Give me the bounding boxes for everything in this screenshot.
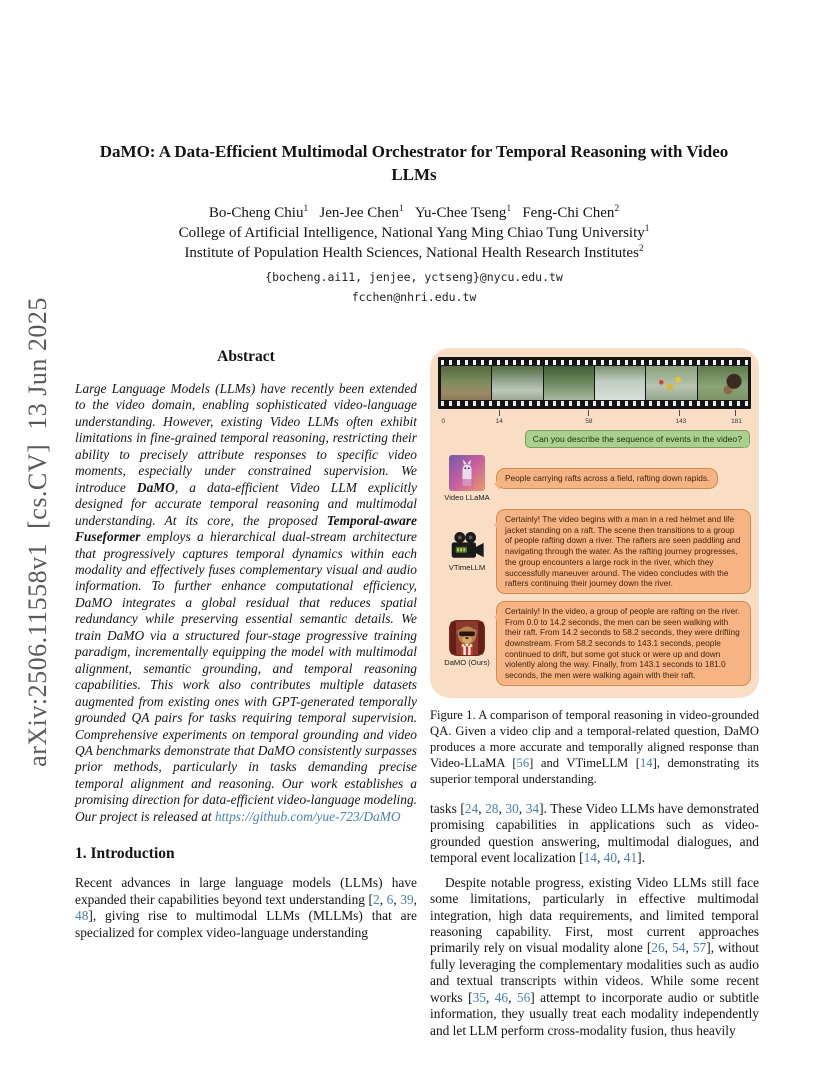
citation-link[interactable]: 14 [583,850,597,866]
citation-link[interactable]: 6 [386,891,394,907]
damo-mascot-icon [449,620,485,656]
affiliation-1: College of Artificial Intelligence, National Yang Ming Chiao Tung University$^1$ [178,224,650,241]
citation-link[interactable]: 30 [505,800,519,816]
vtimellm-response-bubble: Certainly! The video begins with a man in a red helmet and life jacket standing on a raft. The scene then transitions to a group of people rafting down a river. The rafters are seen paddling and navigating through the water. As the rafting journey progresses, the group encounters a large rock in the river, which they successfully maneuver around. The video concludes with the rafters continuing their journey down the river. [496,509,751,594]
citation-link[interactable]: 14 [639,755,653,770]
vtimellm-camera-clock-icon [449,531,485,561]
body-paragraph-tasks: tasks [24, 28, 30, 34]. These Video LLMs have demonstrated promising capabilities in applications such as video-grounded question answering, multimodal dialogues, and temporal event localization [14, 40, 41]. [430,800,759,866]
filmstrip-frames [441,366,748,400]
citation-link[interactable]: 28 [485,800,499,816]
abstract-heading: Abstract [217,348,275,365]
section-heading-introduction: 1. Introduction [75,845,175,863]
arxiv-watermark: arXiv:2506.11558v1 [cs.CV] 13 Jun 2025 [23,297,52,767]
affiliation-2: Institute of Population Health Sciences, National Health Research Institutes$^2$ [184,244,644,261]
citation-link[interactable]: 56 [516,989,531,1005]
timeline-label: 14 [495,418,503,425]
video-frame [698,366,748,400]
citation-link[interactable]: 39 [400,891,414,907]
citation-link[interactable]: 2 [373,891,380,907]
left-column [75,348,417,941]
citation-link[interactable]: 56 [516,755,530,770]
citation-link[interactable]: 34 [525,800,540,816]
figure-1-caption: Figure 1. A comparison of temporal reasoning in video-grounded QA. Given a video clip and a temporal-related question, DaMO produces a more accurate and temporally aligned response than Video-LLaMA [56] and VTimeLLM [14], demonstrating its superior temporal understanding. [430,707,759,786]
paper-header [86,140,742,307]
video-frame [595,366,645,400]
authors-line: Bo-Cheng Chiu$^1$ Jen-Jee Chen$^1$ Yu-Chee Tseng$^1$ Feng-Chi Chen$^2$ [208,204,620,221]
damo-response-bubble: Certainly! In the video, a group of people are rafting on the river. From 0.0 to 14.2 seconds, the men can be seen walking with their raft. From 14.2 seconds to 58.2 seconds, they were drifting downstream. From 58.2 seconds to 143.1 seconds, people continued to drift, but some got stuck or were up and down violently along the way. Finally, from 143.1 seconds to 181.0 seconds, the men were walking again with their raft. [496,601,751,686]
filmstrip-perforations-top [441,360,748,365]
timeline-tick [735,410,736,416]
citation-link[interactable]: 26 [651,940,665,956]
video-llama-avatar-icon [449,455,485,491]
citation-link[interactable]: 24 [464,800,479,816]
citation-link[interactable]: 48 [75,908,89,924]
timeline-label: 0 [441,418,446,425]
citation-link[interactable]: 40 [603,850,618,866]
model-label-video-llama: Video LLaMA [444,493,490,502]
question-row [438,430,750,448]
model-label-vtimellm: VTimeLLM [448,562,486,572]
introduction-paragraph: Recent advances in large language models (LLMs) have expanded their capabilities beyond text understanding [2, 6, 39, 48], giving rise to multimodal LLMs (MLLMs) that are specialized for complex video-language understanding [75,875,418,940]
email-group: {bocheng.ai11, jenjee, yctseng}@nycu.edu.tw [265,270,563,284]
timeline-tick [679,410,680,416]
abstract-text: Large Language Models (LLMs) have recently been extended to the video domain, enabling sophisticated video-language understanding. However, existing Video LLMs often exhibit limitations in fine-grained temporal reasoning, restricting their ability to precisely attribute responses to specific video moments, especially under constrained supervision. We introduce DaMO, a data-efficient Video LLM explicitly designed for accurate temporal reasoning and multimodal understanding. At its core, the proposed Temporal-aware Fuseformer employs a hierarchical dual-stream architecture that progressively captures temporal dynamics within each modality and effectively fuses complementary visual and audio information. To further enhance computational efficiency, DaMO integrates a global residual that reduces spatial redundancy while preserving essential semantic details. We train DaMO via a structured four-stage progressive training paradigm, incrementally equipping the model with multimodal alignment, semantic grounding, and temporal reasoning capabilities. This work also contributes multiple datasets augmented from existing ones with GPT-generated temporally grounded QA pairs for tasks requiring temporal supervision. Comprehensive experiments on temporal grounding and video QA benchmarks demonstrate that DaMO consistently surpasses prior methods, particularly in tasks demanding precise temporal alignment and reasoning. Our work establishes a promising direction for data-efficient video-language modeling. Our project is released at https://github.com/yue-723/DaMO [75,381,417,824]
timeline-label: 58 [585,418,593,425]
video-llama-response-bubble: People carrying rafts across a field, rafting down rapids. [496,468,718,489]
right-column [430,348,759,1039]
timeline-tick [588,410,589,416]
figure-1 [430,348,759,698]
two-column-body [75,348,759,1039]
filmstrip-perforations-bottom [441,401,748,406]
citation-link[interactable]: 35 [472,989,486,1005]
paper-title: DaMO: A Data-Efficient Multimodal Orchestrator for Temporal Reasoning with Video LLMs [99,142,729,184]
video-frame [441,366,491,400]
video-timeline [440,410,749,429]
video-frame [544,366,594,400]
video-frame [492,366,542,400]
video-frame [646,366,696,400]
citation-link[interactable]: 57 [692,940,707,956]
chat-row-video-llama [438,455,751,502]
timeline-label: 181 [731,418,742,425]
timeline-tick [499,410,500,416]
chat-row-vtimellm [438,509,751,594]
model-label-damo: DaMO (Ours) [444,657,490,667]
timeline-label: 143 [675,418,687,425]
video-filmstrip [438,357,751,409]
user-question-bubble: Can you describe the sequence of events in the video? [525,430,750,448]
body-paragraph-limitations: Despite notable progress, existing Video LLMs still face some limitations, particularly in effective multimodal integration, high data requirements, and limited temporal reasoning capability. First, most current approaches primarily rely on visual modality alone [26, 54, 57], without fully leveraging the complementary modalities such as audio and textual transcripts within videos. While some recent works [35, 46, 56] attempt to incorporate audio or subtitle information, they usually treat each modality independently and let LLM perform cross-modality fusion, thus heavily [430,874,759,1038]
citation-link[interactable]: 46 [494,989,509,1005]
citation-link[interactable]: 41 [623,850,638,866]
email-single: fcchen@nhri.edu.tw [351,290,477,304]
citation-link[interactable]: 54 [672,940,686,956]
project-url-link[interactable]: https://github.com/yue-723/DaMO [214,808,401,824]
chat-row-damo [438,601,751,686]
